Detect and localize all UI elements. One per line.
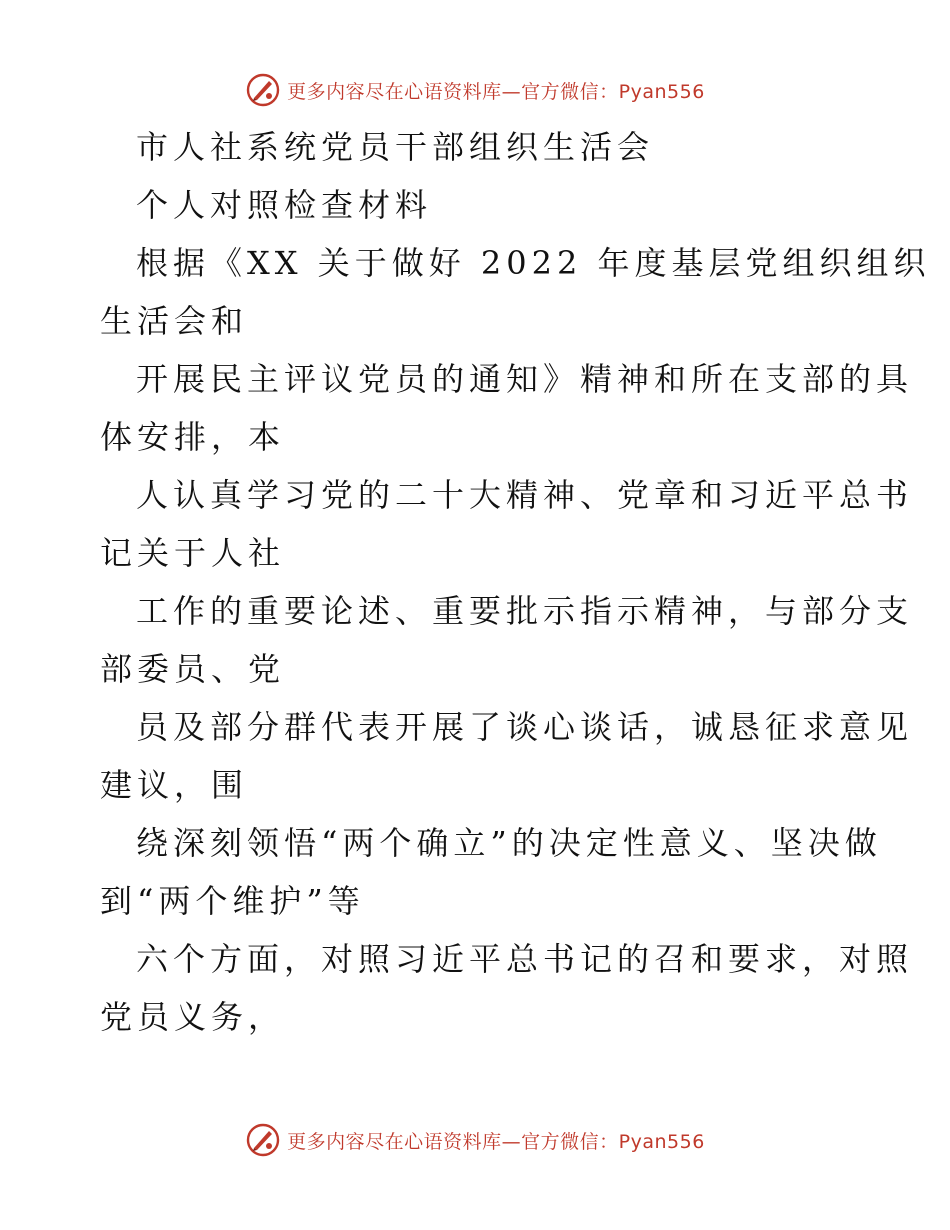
doc-paragraph-line: 人认真学习党的二十大精神、党章和习近平总书 — [136, 476, 914, 514]
footer-banner-text: 更多内容尽在心语资料库—官方微信：Pyan556 — [287, 1130, 705, 1153]
doc-paragraph-line: 部委员、党 — [100, 650, 286, 688]
doc-paragraph-line: 到“两个维护”等 — [100, 882, 365, 920]
header-banner — [0, 68, 950, 112]
doc-subtitle: 个人对照检查材料 — [136, 186, 433, 224]
doc-paragraph-line: 记关于人社 — [100, 534, 286, 572]
doc-paragraph-line: 生活会和 — [100, 302, 249, 340]
header-banner-text: 更多内容尽在心语资料库—官方微信：Pyan556 — [287, 80, 705, 103]
doc-paragraph-line: 工作的重要论述、重要批示指示精神，与部分支 — [136, 592, 914, 630]
footer-banner — [0, 1118, 950, 1162]
doc-paragraph-line: 建议，围 — [100, 766, 249, 804]
quill-seal-logo-icon — [245, 72, 281, 108]
doc-paragraph-line: 体安排，本 — [100, 418, 286, 456]
quill-seal-logo-icon — [245, 1122, 281, 1158]
document-body — [100, 118, 931, 1046]
doc-paragraph-line: 根据《XX 关于做好 2022 年度基层党组织组织 — [136, 244, 931, 282]
doc-paragraph-line: 党员义务， — [100, 998, 286, 1036]
doc-paragraph-line: 六个方面，对照习近平总书记的召和要求，对照 — [136, 940, 914, 978]
doc-paragraph-line: 员及部分群代表开展了谈心谈话，诚恳征求意见 — [136, 708, 914, 746]
doc-paragraph-line: 绕深刻领悟“两个确立”的决定性意义、坚决做 — [136, 824, 882, 862]
doc-paragraph-line: 开展民主评议党员的通知》精神和所在支部的具 — [136, 360, 914, 398]
doc-title: 市人社系统党员干部组织生活会 — [136, 128, 655, 166]
